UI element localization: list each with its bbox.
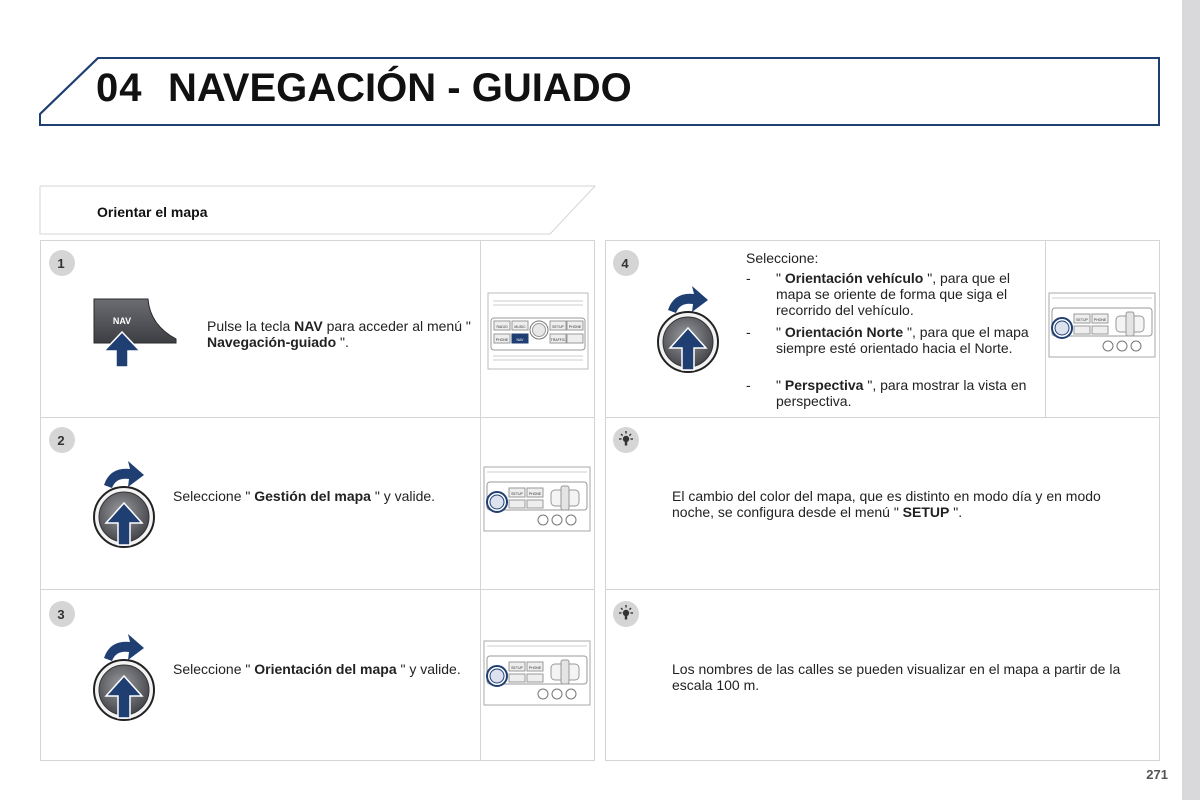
step-2-instruction: Seleccione " Gestión del mapa " y valide. [173, 488, 436, 504]
step-3-badge [48, 600, 76, 628]
chapter-number: 04 [96, 66, 143, 110]
step-4-intro: Seleccione: [746, 250, 819, 266]
svg-text:SETUP: SETUP [1076, 318, 1088, 322]
radio-control-panel-nav [487, 292, 589, 370]
step-1-badge [48, 249, 76, 277]
list-bullet: - [746, 324, 751, 340]
svg-text:SETUP: SETUP [511, 666, 523, 670]
right-column-divider [1045, 240, 1046, 418]
step-3-number: 3 [57, 607, 65, 622]
rotary-dial-press-icon [652, 280, 728, 376]
page-number: 271 [1146, 767, 1168, 782]
tip-2-lightbulb-icon [612, 600, 640, 628]
svg-text:TRAFFIC: TRAFFIC [550, 338, 566, 342]
svg-text:PHONE: PHONE [495, 338, 509, 342]
list-item-perspectiva: " Perspectiva ", para mostrar la vista en perspectiva. [776, 377, 1027, 409]
step-1-instruction: Pulse la tecla NAV para acceder al menú " Navegación-guiado ". [207, 318, 471, 350]
svg-text:PHONE: PHONE [568, 325, 582, 329]
svg-text:SETUP: SETUP [552, 325, 564, 329]
step-2-badge [48, 426, 76, 454]
svg-text:MUSIC: MUSIC [514, 325, 526, 329]
rotary-dial-press-icon [88, 455, 164, 551]
tip-2-text: Los nombres de las calles se pueden visualizar en el mapa a partir de la escala 100 m. [672, 661, 1121, 693]
svg-text:SETUP: SETUP [511, 492, 523, 496]
step-4-badge [612, 249, 640, 277]
list-bullet: - [746, 377, 751, 393]
rotary-dial-press-icon [88, 628, 164, 724]
svg-text:RADIO: RADIO [496, 325, 508, 329]
section-title-frame [0, 180, 620, 240]
svg-text:PHONE: PHONE [528, 666, 542, 670]
step-2-number: 2 [57, 433, 65, 448]
svg-text:PHONE: PHONE [1093, 318, 1107, 322]
nav-key-label: NAV [112, 316, 132, 326]
step-3-instruction: Seleccione " Orientación del mapa " y valide. [173, 661, 461, 677]
step-4-number: 4 [621, 256, 629, 271]
radio-control-panel-dial [1048, 292, 1156, 358]
section-title: Orientar el mapa [97, 204, 208, 220]
tip-1-text: El cambio del color del mapa, que es distinto en modo día y en modo noche, se configura desde el menú " SETUP ". [672, 488, 1101, 520]
list-item-orientacion-norte: " Orientación Norte ", para que el mapa siempre esté orientado hacia el Norte. [776, 324, 1029, 356]
tip-1-lightbulb-icon [612, 426, 640, 454]
radio-control-panel-dial [483, 640, 591, 706]
chapter-title: NAVEGACIÓN - GUIADO [168, 66, 632, 110]
svg-text:PHONE: PHONE [528, 492, 542, 496]
step-1-number: 1 [57, 256, 65, 271]
radio-control-panel-dial [483, 466, 591, 532]
left-column-divider [480, 240, 481, 761]
list-bullet: - [746, 270, 751, 286]
nav-key-press-icon [90, 295, 185, 370]
list-item-orientacion-vehiculo: " Orientación vehículo ", para que el mapa se oriente de forma que siga el recorrido del vehículo. [776, 270, 1011, 318]
svg-text:NAV: NAV [516, 338, 524, 342]
